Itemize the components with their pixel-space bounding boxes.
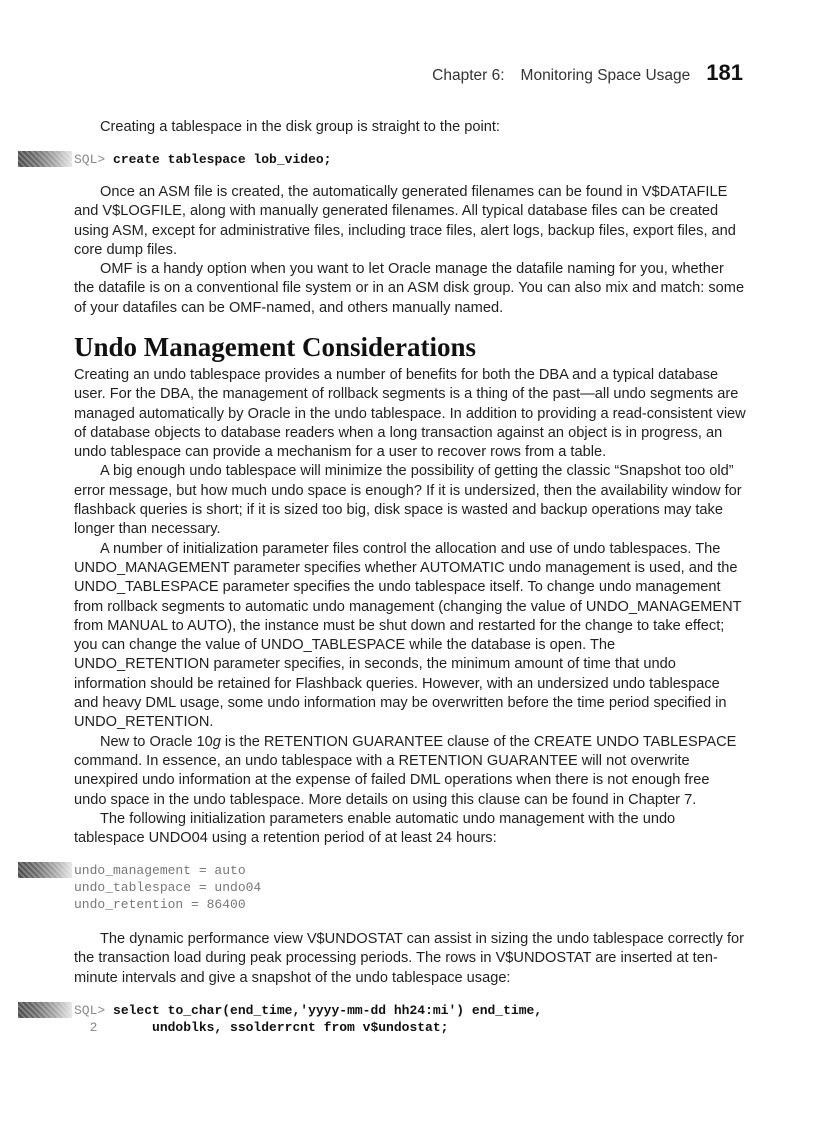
paragraph-omf: OMF is a handy option when you want to let Oracle manage the datafile naming for you, whether the datafile is on a conventional file system or in an ASM disk group. You can also mix and match: some of your datafiles can be OMF-named, and others manually named. bbox=[74, 261, 745, 316]
paragraph-retention-guarantee bbox=[74, 733, 746, 810]
intro-block bbox=[74, 118, 746, 137]
section-heading: Undo Management Considerations bbox=[74, 332, 477, 362]
sql-statement: create tablespace lob_video; bbox=[113, 152, 332, 167]
undostat-block bbox=[74, 930, 746, 988]
retention-text-after: is the RETENTION GUARANTEE clause of the CREATE UNDO TABLESPACE command. In essence, an undo tablespace with a RETENTION GUARANTEE will not overwrite unexpired undo information at the expense of failed DML operations when there is not enough free undo space in the undo tablespace. More details on using this clause can be found in Chapter 7. bbox=[74, 733, 737, 808]
code-marker-icon bbox=[18, 151, 72, 167]
code-line bbox=[74, 1002, 542, 1019]
code-line bbox=[74, 1019, 542, 1036]
code-block-undo-params bbox=[74, 862, 261, 913]
retention-text-before: New to Oracle 10 bbox=[100, 733, 213, 750]
running-head bbox=[432, 60, 743, 86]
undo-section bbox=[74, 332, 746, 848]
code-marker-icon bbox=[18, 1002, 72, 1018]
chapter-label: Chapter 6: bbox=[432, 67, 505, 84]
code-line: undo_tablespace = undo04 bbox=[74, 880, 262, 895]
chapter-title: Monitoring Space Usage bbox=[520, 67, 691, 84]
sql-prompt: SQL> bbox=[74, 152, 106, 167]
paragraph-undostat: The dynamic performance view V$UNDOSTAT can assist in sizing the undo tablespace correctly for the transaction load during peak processing periods. The rows in V$UNDOSTAT are inserted at ten-minute intervals and give a snapshot of the undo tablespace usage: bbox=[74, 931, 745, 986]
sql-statement: undoblks, ssolderrcnt from v$undostat; bbox=[152, 1020, 449, 1035]
paragraph-init-parameters: A number of initialization parameter files control the allocation and use of undo tablespaces. The UNDO_MANAGEMENT parameter specifies whether AUTOMATIC undo management is used, and the UNDO_TABLESPACE parameter specifies the undo tablespace itself. To change undo management from rollback segments to automatic undo management (changing the value of UNDO_MANAGEMENT from MANUAL to AUTO), the instance must be shut down and restarted for the change to take effect; you can change the value of UNDO_TABLESPACE while the database is open. The UNDO_RETENTION parameter specifies, in seconds, the minimum amount of time that undo information should be retained for Flashback queries. However, with an undersized undo tablespace and heavy DML usage, some undo information may be overwritten before the time period specified in UNDO_RETENTION. bbox=[74, 540, 742, 731]
retention-text-italic: g bbox=[212, 733, 221, 750]
code-block-undostat-query bbox=[74, 1002, 542, 1036]
line-number: 2 bbox=[74, 1020, 98, 1035]
paragraph-undo04-params: The following initialization parameters enable automatic undo management with the undo tablespace UNDO04 using a retention period of at least 24 hours: bbox=[74, 810, 676, 847]
paragraph-asm-files: Once an ASM file is created, the automatically generated filenames can be found in V$DATAFILE and V$LOGFILE, along with manually generated filenames. All typical database files can be created using ASM, except for administrative files, including trace files, alert logs, backup files, export files, and core dump files. bbox=[74, 184, 736, 258]
code-marker-icon bbox=[18, 862, 72, 878]
code-line bbox=[74, 151, 331, 168]
code-line: undo_management = auto bbox=[74, 863, 246, 878]
code-block-create-tablespace bbox=[74, 151, 331, 168]
asm-paragraphs bbox=[74, 183, 746, 318]
intro-paragraph: Creating a tablespace in the disk group is straight to the point: bbox=[100, 119, 500, 135]
page-number: 181 bbox=[706, 60, 743, 85]
paragraph-undo-benefits: Creating an undo tablespace provides a number of benefits for both the DBA and a typical database user. For the DBA, the management of rollback segments is a thing of the past—all undo segments are managed automatically by Oracle in the undo tablespace. In addition to providing a read-consistent view of database objects to database readers when a long transaction against an object is in progress, an undo tablespace can provide a mechanism for a user to recover rows from a table. bbox=[74, 367, 746, 461]
sql-statement: select to_char(end_time,'yyyy-mm-dd hh24:mi') end_time, bbox=[113, 1003, 543, 1018]
sql-prompt: SQL> bbox=[74, 1003, 106, 1018]
paragraph-snapshot-too-old: A big enough undo tablespace will minimize the possibility of getting the classic “Snapshot too old” error message, but how much undo space is enough? If it is undersized, then the availability window for flashback queries is short; if it is sized too big, disk space is wasted and backup operations may take longer than necessary. bbox=[74, 463, 742, 538]
code-line: undo_retention = 86400 bbox=[74, 897, 246, 912]
